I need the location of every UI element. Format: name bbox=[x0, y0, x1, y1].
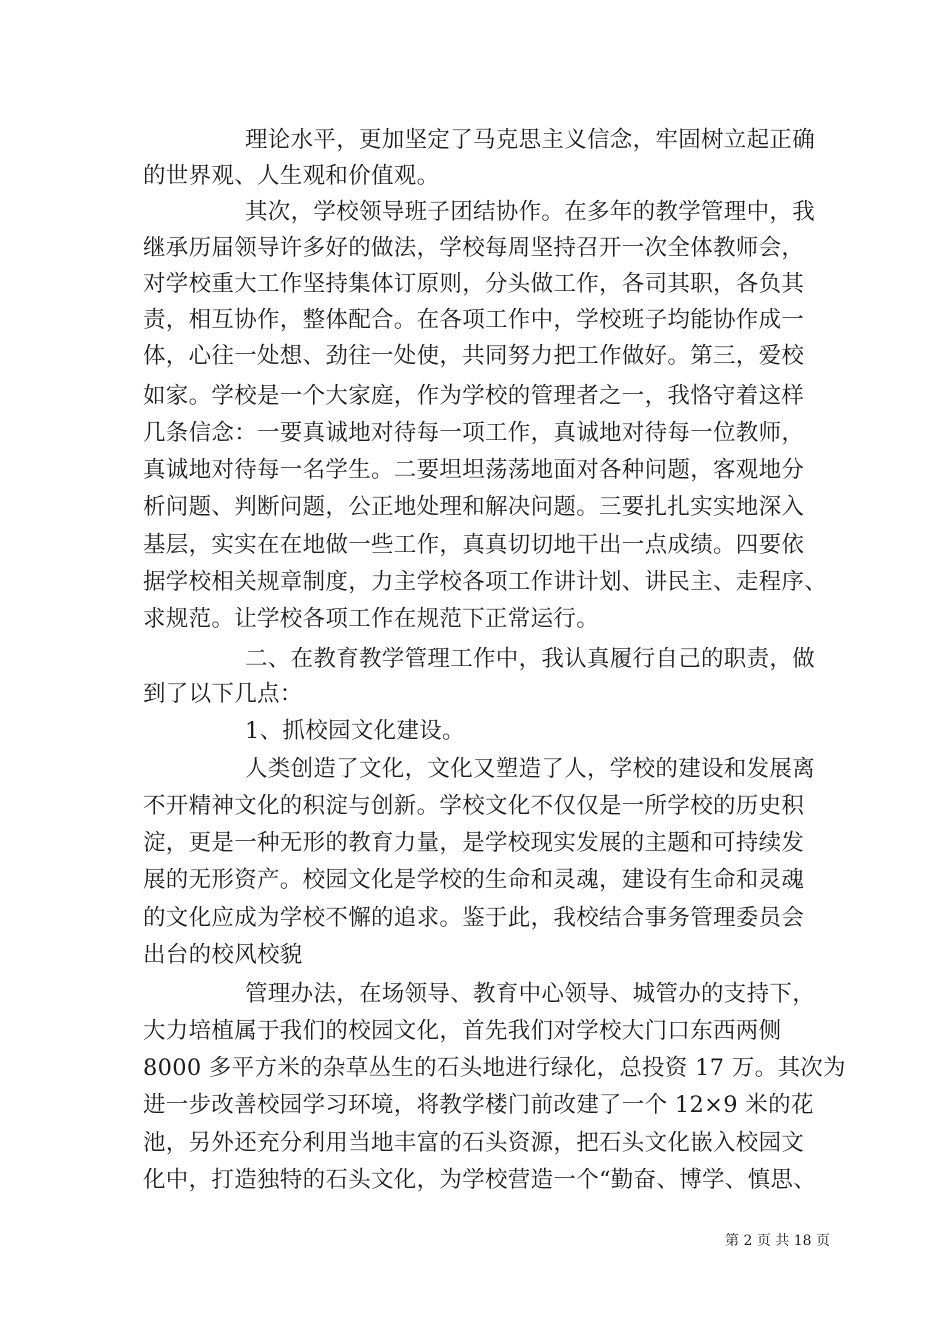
text-line: 如家。学校是一个大家庭，作为学校的管理者之一，我恪守着这样 bbox=[143, 383, 805, 409]
text-line: 真诚地对待每一名学生。二要坦坦荡荡地面对各种问题，客观地分 bbox=[143, 457, 805, 483]
text-line: 8000 多平方米的杂草丛生的石头地进行绿化，总投资 17 万。其次为 bbox=[143, 1055, 846, 1081]
text-line: 体，心往一处想、劲往一处使，共同努力把工作做好。第三，爱校 bbox=[143, 343, 805, 369]
text-line: 几条信念：一要真诚地对待每一项工作，真诚地对待每一位教师， bbox=[143, 420, 805, 446]
text-line: 淀，更是一种无形的教育力量，是学校现实发展的主题和可持续发 bbox=[143, 830, 805, 856]
text-line: 理论水平，更加坚定了马克思主义信念，牢固树立起正确 bbox=[245, 127, 816, 153]
text-line: 进一步改善校园学习环境，将教学楼门前改建了一个 12×9 米的花 bbox=[143, 1092, 814, 1118]
text-line: 基层，实实在在地做一些工作，真真切切地干出一点成绩。四要依 bbox=[143, 532, 805, 558]
text-line: 的世界观、人生观和价值观。 bbox=[143, 163, 440, 189]
text-line: 责，相互协作，整体配合。在各项工作中，学校班子均能协作成一 bbox=[143, 307, 805, 333]
text-line: 化中，打造独特的石头文化，为学校营造一个“勤奋、博学、慎思、 bbox=[143, 1167, 817, 1193]
text-line: 二、在教育教学管理工作中，我认真履行自己的职责，做 bbox=[245, 646, 816, 672]
text-line: 池，另外还充分利用当地丰富的石头资源，把石头文化嵌入校园文 bbox=[143, 1130, 805, 1156]
text-line: 大力培植属于我们的校园文化，首先我们对学校大门口东西两侧 bbox=[143, 1018, 782, 1044]
text-line: 的文化应成为学校不懈的追求。鉴于此，我校结合事务管理委员会 bbox=[143, 905, 805, 931]
text-line: 出台的校风校貌 bbox=[143, 942, 303, 968]
text-line: 1、抓校园文化建设。 bbox=[245, 718, 465, 744]
text-line: 求规范。让学校各项工作在规范下正常运行。 bbox=[143, 606, 600, 632]
text-line: 展的无形资产。校园文化是学校的生命和灵魂，建设有生命和灵魂 bbox=[143, 867, 805, 893]
text-line: 继承历届领导许多好的做法，学校每周坚持召开一次全体教师会， bbox=[143, 235, 805, 261]
text-line: 对学校重大工作坚持集体订原则，分头做工作，各司其职，各负其 bbox=[143, 271, 805, 297]
text-line: 到了以下几点： bbox=[143, 681, 303, 707]
text-line: 据学校相关规章制度，力主学校各项工作讲计划、讲民主、走程序、 bbox=[143, 569, 828, 595]
text-line: 管理办法，在场领导、教育中心领导、城管办的支持下， bbox=[245, 981, 816, 1007]
text-line: 析问题、判断问题，公正地处理和解决问题。三要扎扎实实地深入 bbox=[143, 494, 805, 520]
text-line: 人类创造了文化，文化又塑造了人，学校的建设和发展离 bbox=[245, 756, 816, 782]
page-number-footer: 第 2 页 共 18 页 bbox=[725, 1233, 830, 1249]
text-line: 不开精神文化的积淀与创新。学校文化不仅仅是一所学校的历史积 bbox=[143, 793, 805, 819]
text-line: 其次，学校领导班子团结协作。在多年的教学管理中，我 bbox=[245, 199, 816, 225]
